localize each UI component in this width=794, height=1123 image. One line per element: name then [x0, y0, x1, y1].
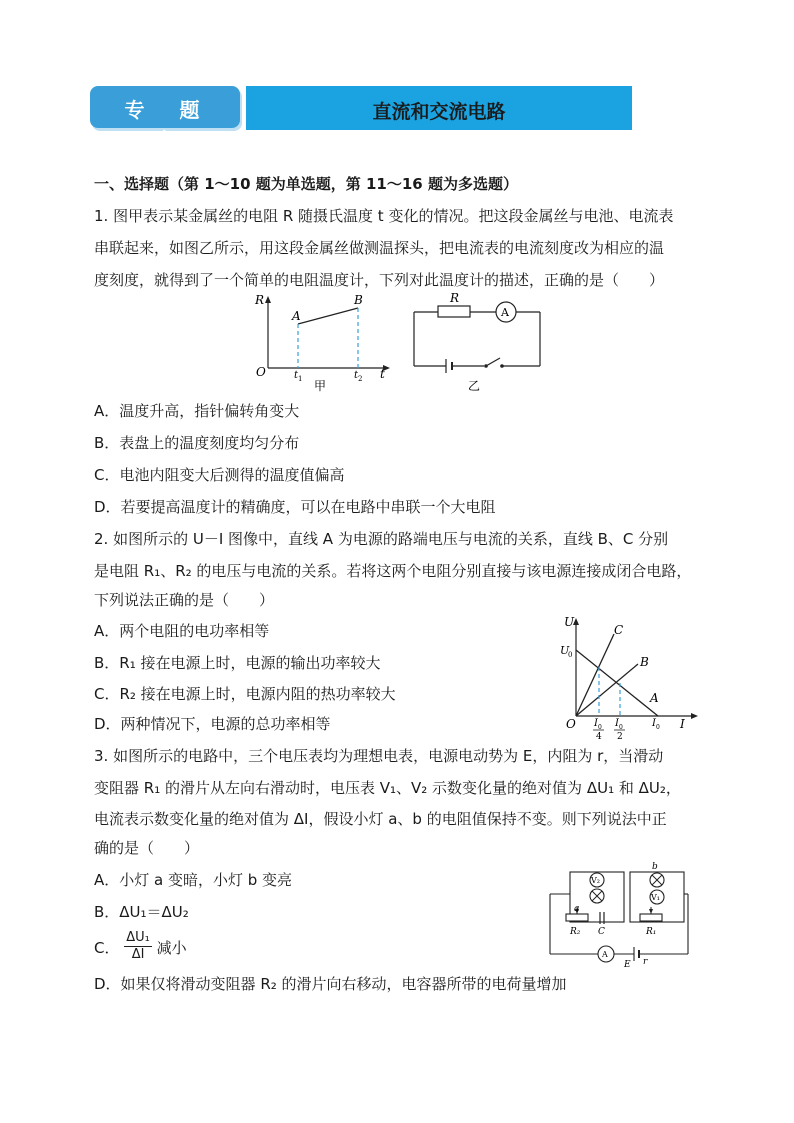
tick-half-den: 2: [617, 732, 623, 740]
q1-line-1: 1. 图甲表示某金属丝的电阻 R 随摄氏温度 t 变化的情况。把这段金属丝与电池、电流表: [94, 207, 674, 225]
internal-r-label: r: [643, 957, 648, 967]
fraction-numerator: ΔU₁: [126, 930, 150, 945]
q1-line-3: 度刻度，就得到了一个简单的电阻温度计，下列对此温度计的描述，正确的是（ ）: [94, 271, 665, 289]
point-B-label: B: [354, 293, 363, 307]
tick-quarter-num-sub: 0: [598, 724, 602, 731]
resistor-R2-label: R₂: [570, 927, 581, 937]
q3-option-c-fraction: [124, 930, 152, 963]
q3-circuit-diagram: [546, 858, 692, 970]
q1-figure-jia: [250, 290, 400, 392]
q2-line-3: 下列说法正确的是（ ）: [94, 591, 275, 609]
axis-label-R: R: [255, 293, 265, 307]
line-B-label: B: [640, 655, 649, 669]
q2-option-b: B．R₁ 接在电源上时，电源的输出功率较大: [94, 654, 381, 672]
q1-option-d: D．若要提高温度计的精确度，可以在电路中串联一个大电阻: [94, 498, 496, 516]
line-A-label: A: [650, 691, 659, 705]
tick-U0: U: [560, 644, 570, 657]
figure-caption-jia: 甲: [314, 379, 327, 392]
q3-line-3: 电流表示数变化量的绝对值为 ΔI，假设小灯 a、b 的电阻值保持不变。则下列说法中正: [94, 810, 667, 828]
q2-option-d: D．两种情况下，电源的总功率相等: [94, 715, 331, 733]
q3-line-1: 3. 如图所示的电路中，三个电压表均为理想电表，电源电动势为 E，内阻为 r，当滑动: [94, 747, 664, 765]
figure-caption-yi: 乙: [468, 379, 481, 392]
tick-quarter-num: I: [594, 718, 598, 729]
q2-option-c: C．R₂ 接在电源上时，电源内阻的热功率较大: [94, 685, 396, 703]
line-C-label: C: [614, 623, 624, 637]
q2-option-a: A．两个电阻的电功率相等: [94, 622, 270, 640]
q3-option-b: B．ΔU₁＝ΔU₂: [94, 903, 189, 921]
tick-U0-sub: 0: [568, 651, 573, 659]
ammeter-A-label: A: [602, 950, 608, 959]
tick-I0: I: [652, 718, 656, 729]
q3-line-4: 确的是（ ）: [94, 839, 200, 857]
topic-title: 直流和交流电路: [372, 101, 506, 123]
q1-option-b: B．表盘上的温度刻度均匀分布: [94, 434, 300, 452]
topic-badge-label: 专 题 八: [124, 98, 214, 151]
q2-line-2: 是电阻 R₁、R₂ 的电压与电流的关系。若将这两个电阻分别直接与该电源连接成闭合电路，: [94, 562, 692, 580]
ammeter-A-label: A: [501, 306, 509, 319]
tick-t2-sub: 2: [358, 375, 363, 383]
resistor-R1-label: R₁: [646, 927, 657, 937]
axis-label-U: U: [564, 615, 575, 629]
tick-half-num-sub: 0: [619, 724, 623, 731]
q2-line-1: 2. 如图所示的 U－I 图像中，直线 A 为电源的路端电压与电流的关系，直线 B、C 分别: [94, 530, 669, 548]
section-heading: 一、选择题（第 1～10 题为单选题，第 11～16 题为多选题）: [94, 175, 518, 193]
tick-quarter-den: 4: [596, 732, 602, 740]
q1-option-c: C．电池内阻变大后测得的温度值偏高: [94, 466, 345, 484]
q1-figure-yi: [408, 290, 548, 392]
tick-t1: t: [294, 370, 299, 381]
axis-label-t: t: [380, 367, 385, 381]
emf-E-label: E: [624, 960, 631, 970]
lamp-a-label: a: [574, 904, 580, 914]
tick-half-num: I: [615, 718, 619, 729]
origin-label: O: [566, 717, 576, 731]
tick-I0-sub: 0: [656, 724, 660, 731]
voltmeter-V2-label: V₂: [591, 876, 600, 885]
topic-title-bar: [246, 86, 632, 130]
tick-t1-sub: 1: [298, 375, 303, 383]
fraction-denominator: ΔI: [131, 947, 145, 962]
q2-ui-graph: [558, 610, 708, 740]
q1-option-a: A．温度升高，指针偏转角变大: [94, 402, 300, 420]
axis-label-I: I: [680, 717, 685, 731]
topic-badge: [90, 86, 240, 151]
resistor-R-label: R: [450, 291, 460, 305]
q3-option-c-prefix: C．: [94, 939, 120, 957]
origin-label: O: [256, 365, 266, 379]
q3-option-c-suffix: 减小: [156, 939, 187, 957]
q3-option-c: [94, 930, 187, 966]
lamp-b-label: b: [652, 862, 658, 872]
point-A-label: A: [292, 309, 301, 323]
voltmeter-V1-label: V₁: [651, 893, 660, 902]
tick-t2: t: [354, 370, 359, 381]
q3-option-d: D．如果仅将滑动变阻器 R₂ 的滑片向右移动，电容器所带的电荷量增加: [94, 975, 567, 993]
capacitor-C-label: C: [598, 927, 605, 937]
q3-option-a: A．小灯 a 变暗，小灯 b 变亮: [94, 871, 293, 889]
q3-line-2: 变阻器 R₁ 的滑片从左向右滑动时，电压表 V₁、V₂ 示数变化量的绝对值为 ΔU₁ 和 ΔU₂，: [94, 779, 681, 797]
q1-line-2: 串联起来，如图乙所示，用这段金属丝做测温探头，把电流表的电流刻度改为相应的温: [94, 239, 665, 257]
